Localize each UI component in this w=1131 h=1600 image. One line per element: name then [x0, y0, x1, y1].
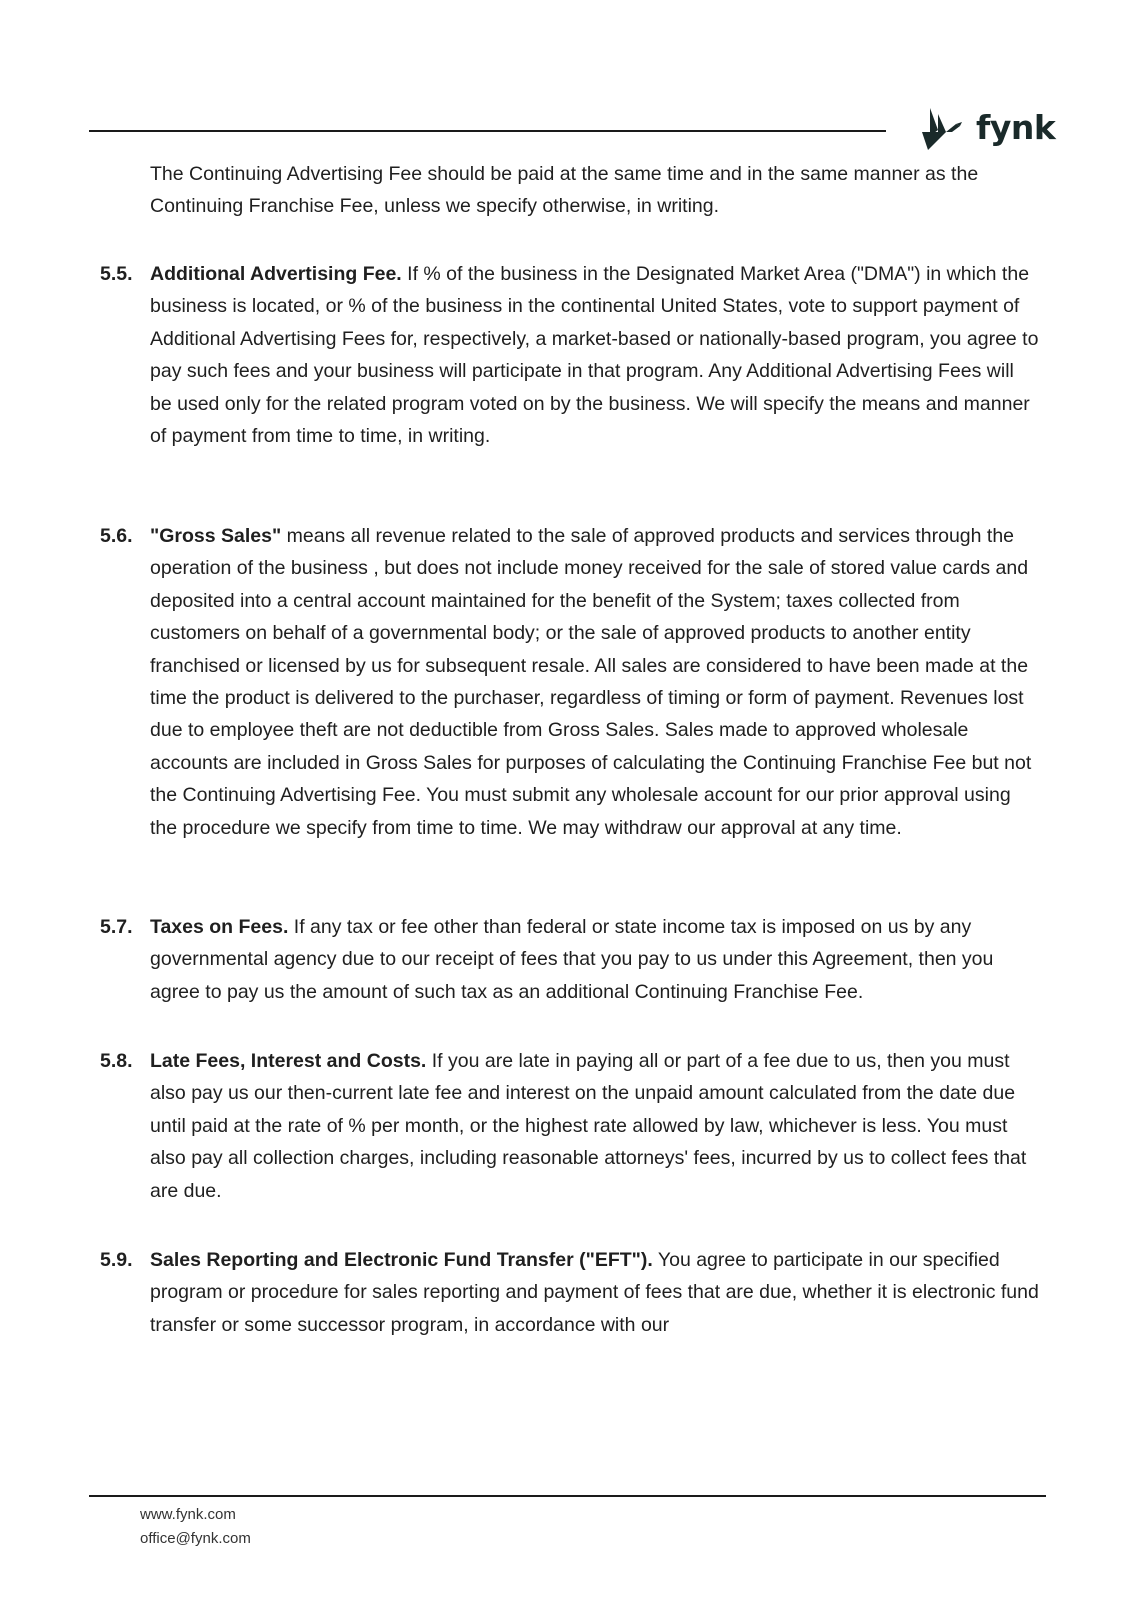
section-body: You agree to participate in our specified program or procedure for sales reporting and payment of fees that are due, whether it is electronic fund transfer or some successor program, in accordance with our	[150, 1249, 1039, 1336]
section-number: 5.7.	[100, 916, 133, 938]
section-number: 5.5.	[100, 263, 133, 285]
section-number: 5.9.	[100, 1249, 133, 1271]
fynk-logo	[916, 106, 1056, 158]
footer-website-link[interactable]: www.fynk.com	[140, 1506, 236, 1523]
section-text	[150, 911, 1040, 1008]
section-title: Additional Advertising Fee.	[150, 263, 402, 285]
section-number: 5.8.	[100, 1050, 133, 1072]
section-number: 5.6.	[100, 525, 133, 547]
section-text	[150, 258, 1040, 452]
section-title: Late Fees, Interest and Costs.	[150, 1050, 427, 1072]
section-title: "Gross Sales"	[150, 525, 282, 547]
section-body: If % of the business in the Designated Market Area ("DMA") in which the business is located, or % of the business in the continental United States, vote to support payment of Additional Advertising Fees for, respectively, a market-based or nationally-based program, you agree to pay such fees and your business will participate in that program. Any Additional Advertising Fees will be used only for the related program voted on by the business. We will specify the means and manner of payment from time to time, in writing.	[150, 263, 1039, 448]
section-text	[150, 1045, 1040, 1207]
section-title: Taxes on Fees.	[150, 916, 289, 938]
bird-logo-icon	[916, 106, 972, 158]
section-body: means all revenue related to the sale of approved products and services through the operation of the business , but does not include money received for the sale of stored value cards and deposited into a central account maintained for the benefit of the System; taxes collected from customers on behalf of a governmental body; or the sale of approved products to another entity franchised or licensed by us for subsequent resale. All sales are considered to have been made at the time the product is delivered to the purchaser, regardless of timing or form of payment. Revenues lost due to employee theft are not deductible from Gross Sales. Sales made to approved wholesale accounts are included in Gross Sales for purposes of calculating the Continuing Franchise Fee but not the Continuing Advertising Fee. You must submit any wholesale account for our prior approval using the procedure we specify from time to time. We may withdraw our approval at any time.	[150, 525, 1032, 839]
section-body: If any tax or fee other than federal or state income tax is imposed on us by any governmental agency due to our receipt of fees that you pay to us under this Agreement, then you agree to pay us the amount of such tax as an additional Continuing Franchise Fee.	[150, 916, 994, 1003]
intro-paragraph: The Continuing Advertising Fee should be paid at the same time and in the same manner as the Continuing Franchise Fee, unless we specify otherwise, in writing.	[150, 163, 979, 218]
section-body: If you are late in paying all or part of a fee due to us, then you must also pay us our then-current late fee and interest on the unpaid amount calculated from the date due until paid at the rate of % per month, or the highest rate allowed by law, whichever is less. You must also pay all collection charges, including reasonable attorneys' fees, incurred by us to collect fees that are due.	[150, 1050, 1027, 1202]
footer-email-link[interactable]: office@fynk.com	[140, 1530, 251, 1547]
logo-wordmark: fynk	[976, 108, 1056, 147]
section-text	[150, 1244, 1040, 1341]
section-title: Sales Reporting and Electronic Fund Transfer ("EFT").	[150, 1249, 653, 1271]
header-divider	[89, 130, 886, 132]
footer-divider	[89, 1495, 1046, 1497]
section-text	[150, 520, 1040, 844]
